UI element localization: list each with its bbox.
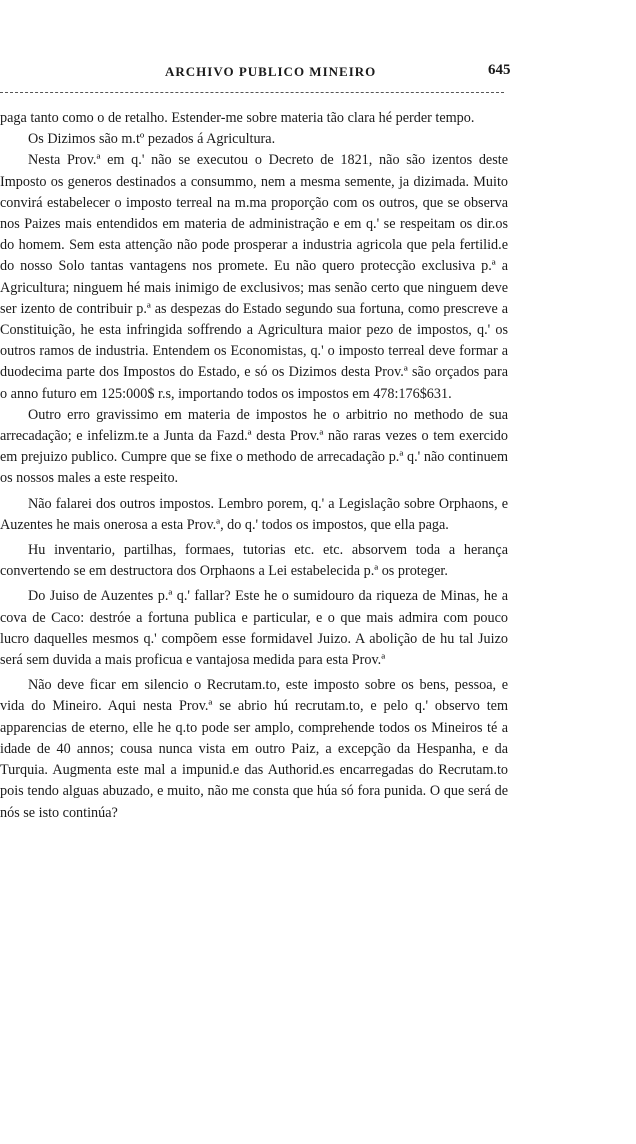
paragraph: [0, 586, 508, 671]
paragraph-text: Nesta Prov.ª em q.' não se executou o Decreto de 1821, não são izentos deste Imposto os generos destinados a consummo, nem a mesma semente, ja dizimada. Muito convirá estabelecer o imposto terreal na m.ma proporção com os outros, que se observa nos Paizes mais entendidos em materia de administração e em q.' se respeitam os dir.os do homem. Sem esta attenção não pode prosperar a industria agricola que pela fertilid.e do nosso Solo tantas vantagens nos promete. Eu não quero protecção exclusiva p.ª a Agricultura; ninguem hé mais inimigo de exclusivos; mas senão certo que ninguem deve ser izento de contribuir p.ª as despezas do Estado segundo sua fortuna, como prescreve a Constituição, he esta infringida soffrendo a Agricultura maior pezo de impostos, q.' os outros ramos de industria. Entendem os Economistas, q.' o imposto terreal deve formar a duodecima parte dos Impostos do Estado, e só os Dizimos desta Prov.ª são orçados para o anno futuro em 125:000$ r.s, importando todos os impostos em 478:176$631.: [0, 152, 508, 402]
paragraph-text: Do Juiso de Auzentes p.ª q.' fallar? Este he o sumidouro da riqueza de Minas, he a cova de Caco: destróe a fortuna publica e particular, e o que mais admira com pouco lucro daquelles mesmos q.' compõem esse formidavel Juizo. A abolição de hu tal Juizo será sem duvida a mais proficua e vantajosa medida para esta Prov.ª: [0, 588, 508, 669]
paragraph-text: Hu inventario, partilhas, formaes, tutorias etc. etc. absorvem toda a herança convertendo se em destructora dos Orphaons a Lei estabelecida p.ª os proteger.: [0, 542, 508, 580]
paragraph-text: paga tanto como o de retalho. Estender-me sobre materia tão clara hé perder tempo.: [0, 110, 475, 126]
body-text: [0, 108, 508, 824]
paragraph-text: Não falarei dos outros impostos. Lembro porem, q.' a Legislação sobre Orphaons, e Auzentes he mais onerosa a esta Prov.ª, do q.' todos os impostos, que ella paga.: [0, 495, 508, 533]
page-header: [0, 62, 560, 88]
paragraph-text: Outro erro gravissimo em materia de impostos he o arbitrio no methodo de sua arrecadação; e infelizm.te a Junta da Fazd.ª desta Prov.ª não raras vezes o tem exercido em prejuizo publico. Cumpre que se fixe o methodo de arrecadação p.ª q.' não continuem os nossos males a este respeito.: [0, 406, 508, 487]
paragraph: [0, 405, 508, 490]
paragraph: [0, 150, 508, 404]
running-title: ARCHIVO PUBLICO MINEIRO: [165, 64, 377, 79]
paragraph: [0, 108, 508, 129]
paragraph-text: Os Dizimos são m.tº pezados á Agricultura.: [28, 131, 276, 148]
paragraph-text: Não deve ficar em silencio o Recrutam.to, este imposto sobre os bens, pessoa, e vida do Mineiro. Aqui nesta Prov.ª se abrio hú recrutam.to, e pelo q.' observo tem apparencias de eterno, elle he q.to pode ser amplo, comprehende todos os Mineiros té a idade de 40 annos; cousa nunca vista em outro Paiz, a excepção da Hespanha, e da Turquia. Augmenta este mal a impunid.e das Authorid.es encarregadas do Recrutam.to pois tendo alguas abuzado, e muito, não me consta que húa só fora punida. O que será de nós se isto continúa?: [0, 677, 508, 821]
page-number: 645: [488, 62, 511, 78]
paragraph: [0, 540, 508, 582]
header-rule: [0, 92, 504, 93]
paragraph: [0, 129, 508, 150]
paragraph: [0, 494, 508, 536]
paragraph: [0, 675, 508, 823]
